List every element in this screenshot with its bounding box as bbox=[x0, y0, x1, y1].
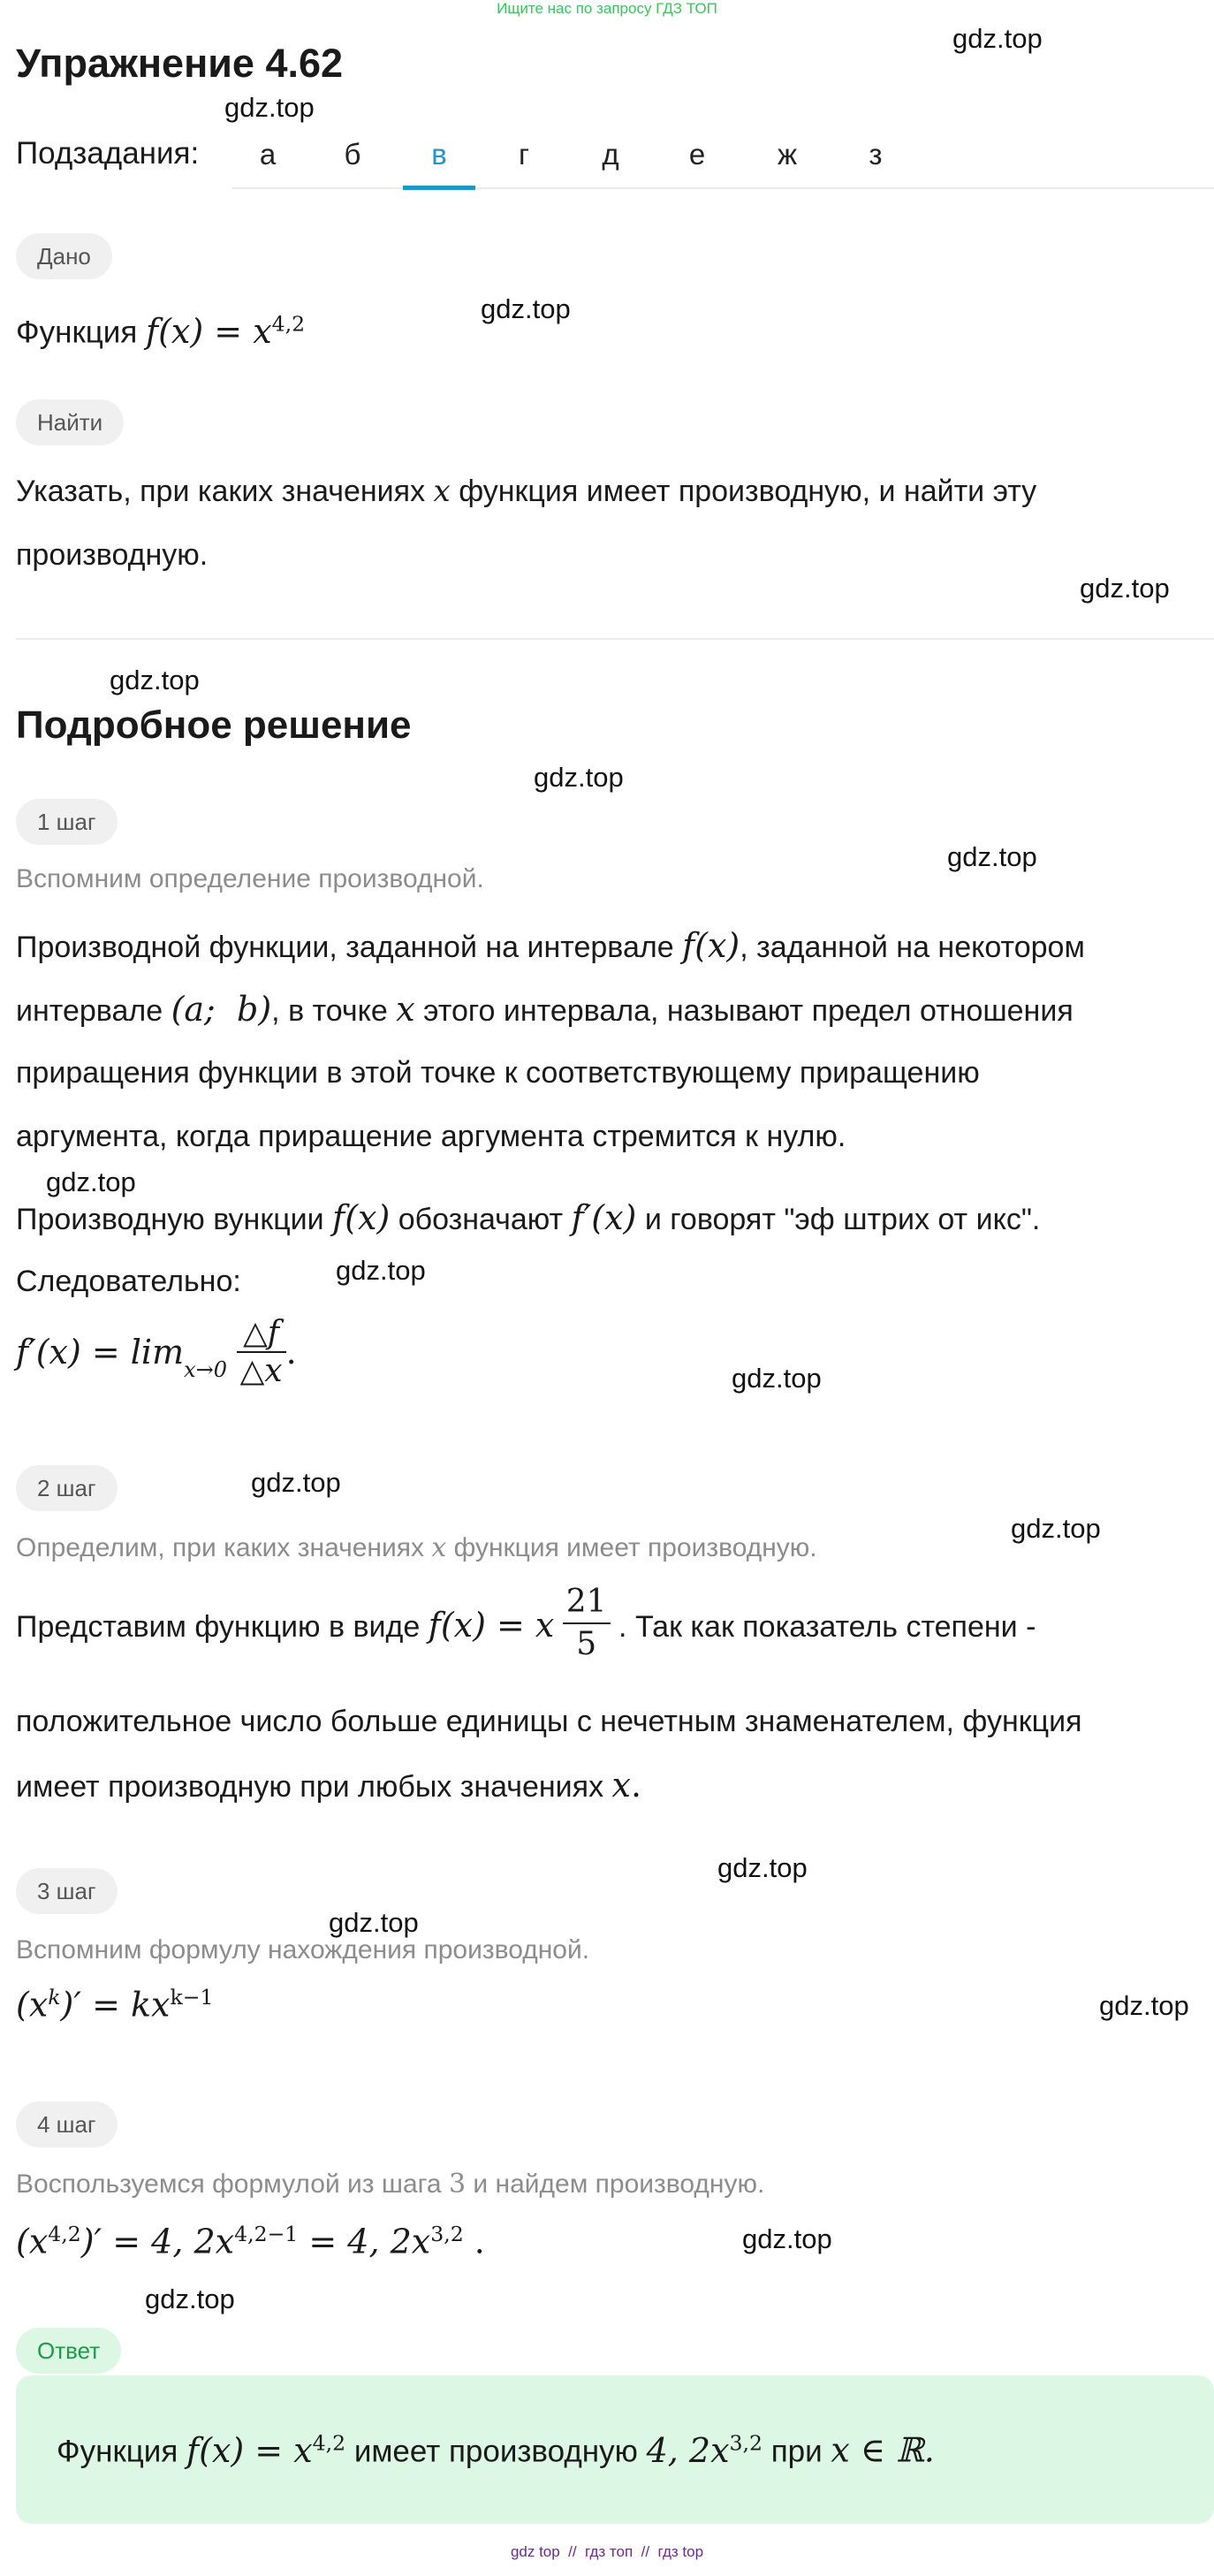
math-fx: f(x) bbox=[682, 926, 740, 965]
given-text bbox=[16, 297, 305, 360]
math-fx: f(x) = x bbox=[428, 1606, 555, 1645]
exp-denominator: 5 bbox=[576, 1626, 597, 1662]
step-text: этого интервала, называют предел отношения bbox=[423, 994, 1074, 1028]
watermark: gdz.top bbox=[481, 293, 571, 324]
subtasks-divider bbox=[231, 187, 1214, 189]
step-text: , в точке bbox=[271, 994, 388, 1028]
limit-lhs: f′(x) = lim bbox=[16, 1333, 185, 1372]
limit-sub: x→0 bbox=[184, 1357, 228, 1383]
given-exponent: 4,2 bbox=[271, 311, 306, 336]
tab-v[interactable]: в bbox=[431, 138, 447, 171]
math-x: x bbox=[611, 1766, 631, 1805]
find-line-1 bbox=[16, 460, 1036, 523]
answer-mid: при bbox=[770, 2434, 823, 2469]
footer-links[interactable]: gdz top // гдз топ // гдз top bbox=[510, 2543, 704, 2560]
exp-numerator: 21 bbox=[563, 1582, 611, 1624]
watermark: gdz.top bbox=[46, 1166, 136, 1197]
step-text: , заданной на некотором bbox=[740, 931, 1085, 964]
math-x: x bbox=[431, 1532, 447, 1563]
formula-part: )′ = kx bbox=[60, 1985, 171, 2025]
formula-exp: 3,2 bbox=[430, 2222, 464, 2246]
step-text: Производную вункции bbox=[16, 1203, 324, 1236]
step-4-hint bbox=[16, 2169, 764, 2200]
tab-zh[interactable]: ж bbox=[777, 138, 798, 171]
step-1-badge: 1 шаг bbox=[16, 799, 118, 845]
step-1-line-2 bbox=[16, 977, 1074, 1043]
step-2-line-3 bbox=[16, 1753, 641, 1819]
find-line-2: производную. bbox=[16, 538, 209, 572]
step-hint-text: Определим, при каких значениях bbox=[16, 1533, 424, 1562]
watermark: gdz.top bbox=[1099, 1990, 1189, 2021]
step-2-badge: 2 шаг bbox=[16, 1465, 118, 1511]
step-1-line-1 bbox=[16, 914, 1085, 979]
watermark: gdz.top bbox=[717, 1852, 808, 1883]
math-end: . bbox=[630, 1766, 642, 1805]
limit-end: . bbox=[285, 1333, 297, 1372]
watermark: gdz.top bbox=[1011, 1513, 1101, 1544]
answer-exp: 4,2 bbox=[312, 2430, 346, 2455]
step-text: Представим функцию в виде bbox=[16, 1610, 421, 1644]
step-4-badge: 4 шаг bbox=[16, 2101, 118, 2147]
formula-exp: k bbox=[48, 1985, 61, 2010]
given-formula: f(x) = x bbox=[146, 311, 272, 351]
step-1-line-4: аргумента, когда приращение аргумента стремится к нулю. bbox=[16, 1120, 846, 1153]
watermark: gdz.top bbox=[742, 2223, 832, 2254]
math-fx: f(x) bbox=[332, 1198, 391, 1237]
math-fpx: f′(x) bbox=[571, 1198, 637, 1237]
step-hint-text: функция имеет производную. bbox=[453, 1533, 817, 1562]
step-text: имеет производную при любых значениях bbox=[16, 1770, 604, 1804]
math-x: x bbox=[396, 990, 415, 1029]
step-text: и говорят "эф штрих от икс". bbox=[644, 1203, 1041, 1236]
answer-condition: x ∈ ℝ. bbox=[831, 2430, 935, 2470]
watermark: gdz.top bbox=[251, 1467, 341, 1498]
given-badge: Дано bbox=[16, 233, 112, 279]
watermark: gdz.top bbox=[947, 841, 1037, 872]
step-hint-text: и найдем производную. bbox=[473, 2169, 765, 2199]
answer-fx: f(x) = x bbox=[186, 2430, 313, 2470]
step-ref: 3 bbox=[448, 2169, 467, 2200]
limit-denominator: △x bbox=[239, 1353, 283, 1389]
given-prefix: Функция bbox=[16, 315, 138, 350]
answer-exp: 3,2 bbox=[729, 2430, 763, 2455]
step-text: интервале bbox=[16, 994, 163, 1028]
step-3-badge: 3 шаг bbox=[16, 1868, 118, 1914]
watermark: gdz.top bbox=[110, 665, 200, 695]
watermark: gdz.top bbox=[1080, 573, 1170, 604]
step-1-line-5 bbox=[16, 1186, 1040, 1251]
watermark: gdz.top bbox=[224, 92, 315, 123]
watermark: gdz.top bbox=[952, 23, 1043, 54]
step-text: обозначают bbox=[398, 1203, 564, 1236]
limit-numerator: △f bbox=[237, 1315, 286, 1353]
math-interval: (a; b) bbox=[171, 990, 272, 1029]
solution-heading: Подробное решение bbox=[16, 703, 412, 747]
formula-part: )′ = 4, 2x bbox=[80, 2222, 235, 2261]
step-3-hint: Вспомним формулу нахождения производной. bbox=[16, 1935, 590, 1964]
formula-exp: k−1 bbox=[170, 1985, 214, 2010]
step-2-line-1 bbox=[16, 1582, 1036, 1665]
active-tab-indicator bbox=[403, 186, 475, 190]
tab-z[interactable]: з bbox=[869, 138, 883, 171]
formula-part: . bbox=[463, 2222, 485, 2261]
answer-prefix: Функция bbox=[57, 2434, 178, 2469]
formula-part: = 4, 2x bbox=[298, 2222, 431, 2261]
page-title: Упражнение 4.62 bbox=[16, 41, 344, 86]
step-1-hint: Вспомним определение производной. bbox=[16, 864, 484, 893]
answer-derivative: 4, 2x bbox=[646, 2430, 730, 2470]
tab-d[interactable]: д bbox=[602, 138, 619, 171]
tab-g[interactable]: г bbox=[518, 138, 530, 171]
subtasks-label: Подзадания: bbox=[16, 136, 200, 171]
tab-e[interactable]: е bbox=[688, 138, 706, 171]
watermark: gdz.top bbox=[732, 1363, 822, 1394]
step-4-formula bbox=[16, 2222, 485, 2261]
step-text: Производной функции, заданной на интервале bbox=[16, 931, 674, 964]
formula-part: (x bbox=[16, 1985, 49, 2025]
answer-badge: Ответ bbox=[16, 2328, 121, 2374]
tab-a[interactable]: а bbox=[259, 138, 277, 171]
top-banner: Ищите нас по запросу ГДЗ ТОП bbox=[497, 0, 717, 17]
find-text: Указать, при каких значениях bbox=[16, 475, 426, 508]
watermark: gdz.top bbox=[534, 762, 624, 793]
watermark: gdz.top bbox=[329, 1907, 419, 1938]
section-divider bbox=[16, 638, 1214, 640]
answer-text bbox=[57, 2430, 935, 2470]
limit-formula bbox=[16, 1315, 297, 1389]
step-1-line-6: Следовательно: bbox=[16, 1265, 241, 1298]
find-var: x bbox=[433, 474, 451, 509]
tab-b[interactable]: б bbox=[344, 138, 361, 171]
step-2-hint bbox=[16, 1532, 817, 1563]
formula-part: (x bbox=[16, 2222, 49, 2261]
formula-exp: 4,2−1 bbox=[234, 2222, 299, 2246]
find-text: функция имеет производную, и найти эту bbox=[459, 475, 1037, 508]
answer-mid: имеет производную bbox=[353, 2434, 638, 2469]
step-1-line-3: приращения функции в этой точке к соответствующему приращению bbox=[16, 1056, 980, 1090]
watermark: gdz.top bbox=[145, 2283, 235, 2314]
step-text: . Так как показатель степени - bbox=[618, 1610, 1036, 1644]
find-badge: Найти bbox=[16, 399, 124, 445]
step-hint-text: Воспользуемся формулой из шага bbox=[16, 2169, 442, 2199]
step-2-line-2: положительное число больше единицы с нечетным знаменателем, функция bbox=[16, 1705, 1082, 1738]
derivative-formula bbox=[16, 1985, 213, 2025]
watermark: gdz.top bbox=[336, 1255, 426, 1286]
formula-exp: 4,2 bbox=[48, 2222, 81, 2246]
